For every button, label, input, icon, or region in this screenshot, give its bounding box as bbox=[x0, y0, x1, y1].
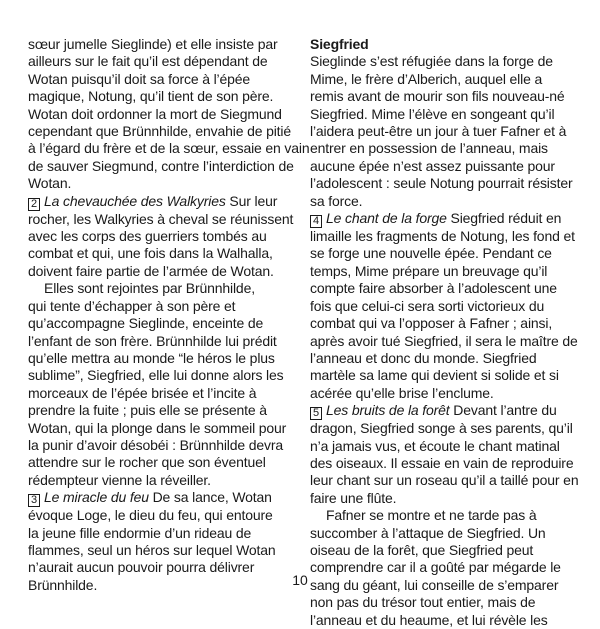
line-text: l’enfant de son frère. Brünnhilde lui prédit bbox=[28, 332, 277, 349]
track-title: Le chant de la forge bbox=[326, 210, 447, 227]
text-line bbox=[28, 437, 290, 454]
line-text: Siegfried réduit en bbox=[446, 210, 562, 227]
text-line bbox=[28, 350, 290, 367]
track-title: La chevauchée des Walkyries bbox=[44, 192, 226, 209]
text-line bbox=[28, 472, 290, 489]
track-number-box: 3 bbox=[28, 494, 40, 507]
text-line bbox=[310, 594, 576, 611]
text-line bbox=[28, 280, 290, 297]
text-line bbox=[28, 402, 290, 419]
track-number-box: 4 bbox=[310, 215, 322, 228]
text-line bbox=[310, 88, 576, 105]
text-line bbox=[310, 455, 576, 472]
line-text: sublime”, Siegfried, elle lui donne alors les bbox=[28, 367, 284, 384]
section-heading-line bbox=[28, 193, 290, 211]
section-title bbox=[310, 36, 576, 53]
text-line bbox=[310, 140, 576, 157]
line-text: qu’elle mettra au monde “le héros le plus bbox=[28, 349, 275, 366]
text-line bbox=[28, 88, 290, 105]
line-text: des oiseaux. Il essaie en vain de reproduire bbox=[310, 454, 574, 471]
line-text: compte faire absorber à l’adolescent une bbox=[310, 280, 557, 297]
line-text: évoque Loge, le dieu du feu, qui entoure bbox=[28, 507, 273, 524]
line-text: entrer en possession de l’anneau, mais bbox=[310, 140, 548, 157]
line-text: l’anneau et donc du monde. Siegfried bbox=[310, 349, 537, 366]
section-heading-line bbox=[310, 402, 576, 420]
track-title: Le miracle du feu bbox=[44, 489, 149, 506]
line-text: n’a jamais vus, et écoute le chant matinal bbox=[310, 437, 560, 454]
line-text: faire une flûte. bbox=[310, 489, 397, 506]
line-text: cependant que Brünnhilde, envahie de pitié bbox=[28, 123, 292, 140]
text-line bbox=[310, 228, 576, 245]
text-line bbox=[28, 71, 290, 88]
text-line bbox=[310, 315, 576, 332]
line-text: flammes, seul un héros sur lequel Wotan bbox=[28, 541, 276, 558]
line-text: l’anneau et du heaume, et lui révèle les bbox=[310, 611, 548, 628]
text-line bbox=[28, 228, 290, 245]
section-heading-line bbox=[310, 210, 576, 228]
text-line bbox=[310, 263, 576, 280]
text-line bbox=[310, 420, 576, 437]
text-line bbox=[310, 175, 576, 192]
line-text: temps, Mime prépare un breuvage qu’il bbox=[310, 262, 548, 279]
text-line bbox=[310, 193, 576, 210]
line-text: Sur leur bbox=[225, 192, 278, 209]
text-line bbox=[28, 420, 290, 437]
text-line bbox=[310, 350, 576, 367]
text-line bbox=[28, 367, 290, 384]
line-text: n’aurait aucun pouvoir pourra délivrer bbox=[28, 559, 255, 576]
text-line bbox=[310, 158, 576, 175]
line-text: Fafner se montre et ne tarde pas à bbox=[326, 507, 537, 524]
text-line bbox=[310, 53, 576, 70]
line-text: doivent faire partie de l’armée de Wotan. bbox=[28, 262, 274, 279]
text-line bbox=[28, 333, 290, 350]
line-text: Elles sont rejointes par Brünnhilde, bbox=[44, 280, 255, 297]
text-line bbox=[310, 507, 576, 524]
right-column bbox=[310, 36, 579, 629]
text-line bbox=[28, 507, 290, 524]
track-number-box: 2 bbox=[28, 198, 40, 211]
text-line bbox=[28, 385, 290, 402]
line-text: comprendre car il a goûté par mégarde le bbox=[310, 559, 561, 576]
text-line bbox=[310, 245, 576, 262]
line-text: non pas du trésor tout entier, mais de bbox=[310, 594, 536, 611]
text-line bbox=[28, 210, 294, 228]
line-text: Siegfried. Mime l’élève en songeant qu’il bbox=[310, 105, 555, 122]
text-line bbox=[28, 454, 290, 471]
line-text: Brünnhilde. bbox=[28, 576, 98, 593]
line-text: de sauver Siegmund, contre l’interdiction de bbox=[28, 157, 294, 174]
line-text: oiseau de la forêt, que Siegfried peut bbox=[310, 541, 534, 558]
text-line bbox=[28, 53, 290, 70]
line-text: se forge une nouvelle épée. Pendant ce bbox=[310, 245, 552, 262]
track-number-box: 5 bbox=[310, 407, 322, 420]
section-title-text: Siegfried bbox=[310, 36, 369, 52]
line-text: à l’égard du frère et de la sœur, essaie en vain bbox=[28, 140, 310, 157]
section-heading-line bbox=[28, 489, 290, 507]
line-text: Wotan, qui la plonge dans le sommeil pour bbox=[28, 419, 287, 436]
text-line bbox=[28, 315, 290, 332]
text-line bbox=[28, 298, 290, 315]
line-text: Sieglinde s’est réfugiée dans la forge de bbox=[310, 53, 553, 70]
line-text: combat et qui, une fois dans la Walhalla, bbox=[28, 245, 273, 262]
line-text: martèle sa lame qui devient si solide et si bbox=[310, 367, 559, 384]
text-line bbox=[28, 175, 290, 192]
text-line bbox=[310, 123, 576, 140]
text-line bbox=[310, 367, 576, 384]
line-text: dragon, Siegfried songe à ses parents, qu’il bbox=[310, 420, 573, 437]
line-text: succomber à l’attaque de Siegfried. Un bbox=[310, 524, 546, 541]
line-text: leur chant sur un roseau qu’il a taillé pour en bbox=[310, 472, 579, 489]
text-line bbox=[310, 106, 576, 123]
text-line bbox=[28, 525, 290, 542]
text-line bbox=[28, 36, 290, 53]
line-text: remis avant de mourir son fils nouveau-né bbox=[310, 88, 565, 105]
line-text: après avoir tué Siegfried, il sera le maître de bbox=[310, 332, 578, 349]
text-line bbox=[28, 157, 294, 175]
text-line bbox=[310, 490, 576, 507]
page-number: 10 bbox=[292, 572, 308, 588]
line-text: aucune épée n’est assez puissante pour bbox=[310, 157, 555, 174]
line-text: l’adolescent : seule Notung pourrait résister bbox=[310, 175, 573, 192]
text-line bbox=[310, 385, 576, 402]
line-text: De sa lance, Wotan bbox=[148, 489, 272, 506]
line-text: sa force. bbox=[310, 192, 363, 209]
line-text: Wotan. bbox=[28, 175, 72, 192]
line-text: la punir d’avoir désobéi : Brünnhilde devra bbox=[28, 436, 284, 453]
text-line bbox=[310, 298, 576, 315]
text-line bbox=[310, 612, 576, 629]
line-text: magique, Notung, qu’il tient de son père. bbox=[28, 88, 274, 105]
text-line bbox=[310, 438, 576, 455]
text-line bbox=[28, 140, 310, 157]
line-text: limaille les fragments de Notung, les fond et bbox=[310, 228, 575, 245]
line-text: acérée qu’elle brise l’enclume. bbox=[310, 384, 494, 401]
line-text: sang du géant, lui conseille de s’emparer bbox=[310, 576, 559, 593]
line-text: qui tente d’échapper à son père et bbox=[28, 297, 236, 314]
text-line bbox=[310, 472, 579, 489]
line-text: Wotan doit ordonner la mort de Siegmund bbox=[28, 105, 282, 122]
line-text: combat qui va l’opposer à Fafner ; ainsi, bbox=[310, 315, 553, 332]
line-text: Mime, le frère d’Alberich, auquel elle a bbox=[310, 70, 543, 87]
text-line bbox=[310, 280, 576, 297]
line-text: qu’accompagne Sieglinde, enceinte de bbox=[28, 315, 264, 332]
line-text: avec les corps des guerriers tombés au bbox=[28, 228, 267, 245]
line-text: morceaux de l’épée brisée et l’incite à bbox=[28, 384, 257, 401]
line-text: Wotan puisqu’il doit sa force à l’épée bbox=[28, 70, 251, 87]
text-line bbox=[310, 525, 576, 542]
line-text: Devant l’antre du bbox=[449, 402, 557, 419]
text-line bbox=[28, 245, 290, 262]
text-line bbox=[310, 71, 576, 88]
track-title: Les bruits de la forêt bbox=[326, 402, 450, 419]
line-text: rocher, les Walkyries à cheval se réunissent bbox=[28, 210, 294, 227]
text-line bbox=[28, 123, 290, 140]
line-text: prendre la fuite ; puis elle se présente à bbox=[28, 402, 267, 419]
line-text: la jeune fille endormie d’un rideau de bbox=[28, 524, 252, 541]
text-line bbox=[310, 542, 576, 559]
line-text: attendre sur le rocher que son éventuel bbox=[28, 454, 266, 471]
text-line bbox=[28, 263, 290, 280]
line-text: sœur jumelle Sieglinde) et elle insiste par bbox=[28, 36, 278, 52]
text-line bbox=[28, 542, 290, 559]
text-line bbox=[28, 106, 290, 123]
text-line bbox=[310, 333, 576, 350]
line-text: rédempteur vienne la réveiller. bbox=[28, 471, 211, 488]
line-text: fois que celui-ci sera sorti victorieux du bbox=[310, 297, 545, 314]
line-text: l’aidera peut-être un jour à tuer Fafner et à bbox=[310, 123, 567, 140]
line-text: ailleurs sur le fait qu’il est dépendant de bbox=[28, 53, 268, 70]
